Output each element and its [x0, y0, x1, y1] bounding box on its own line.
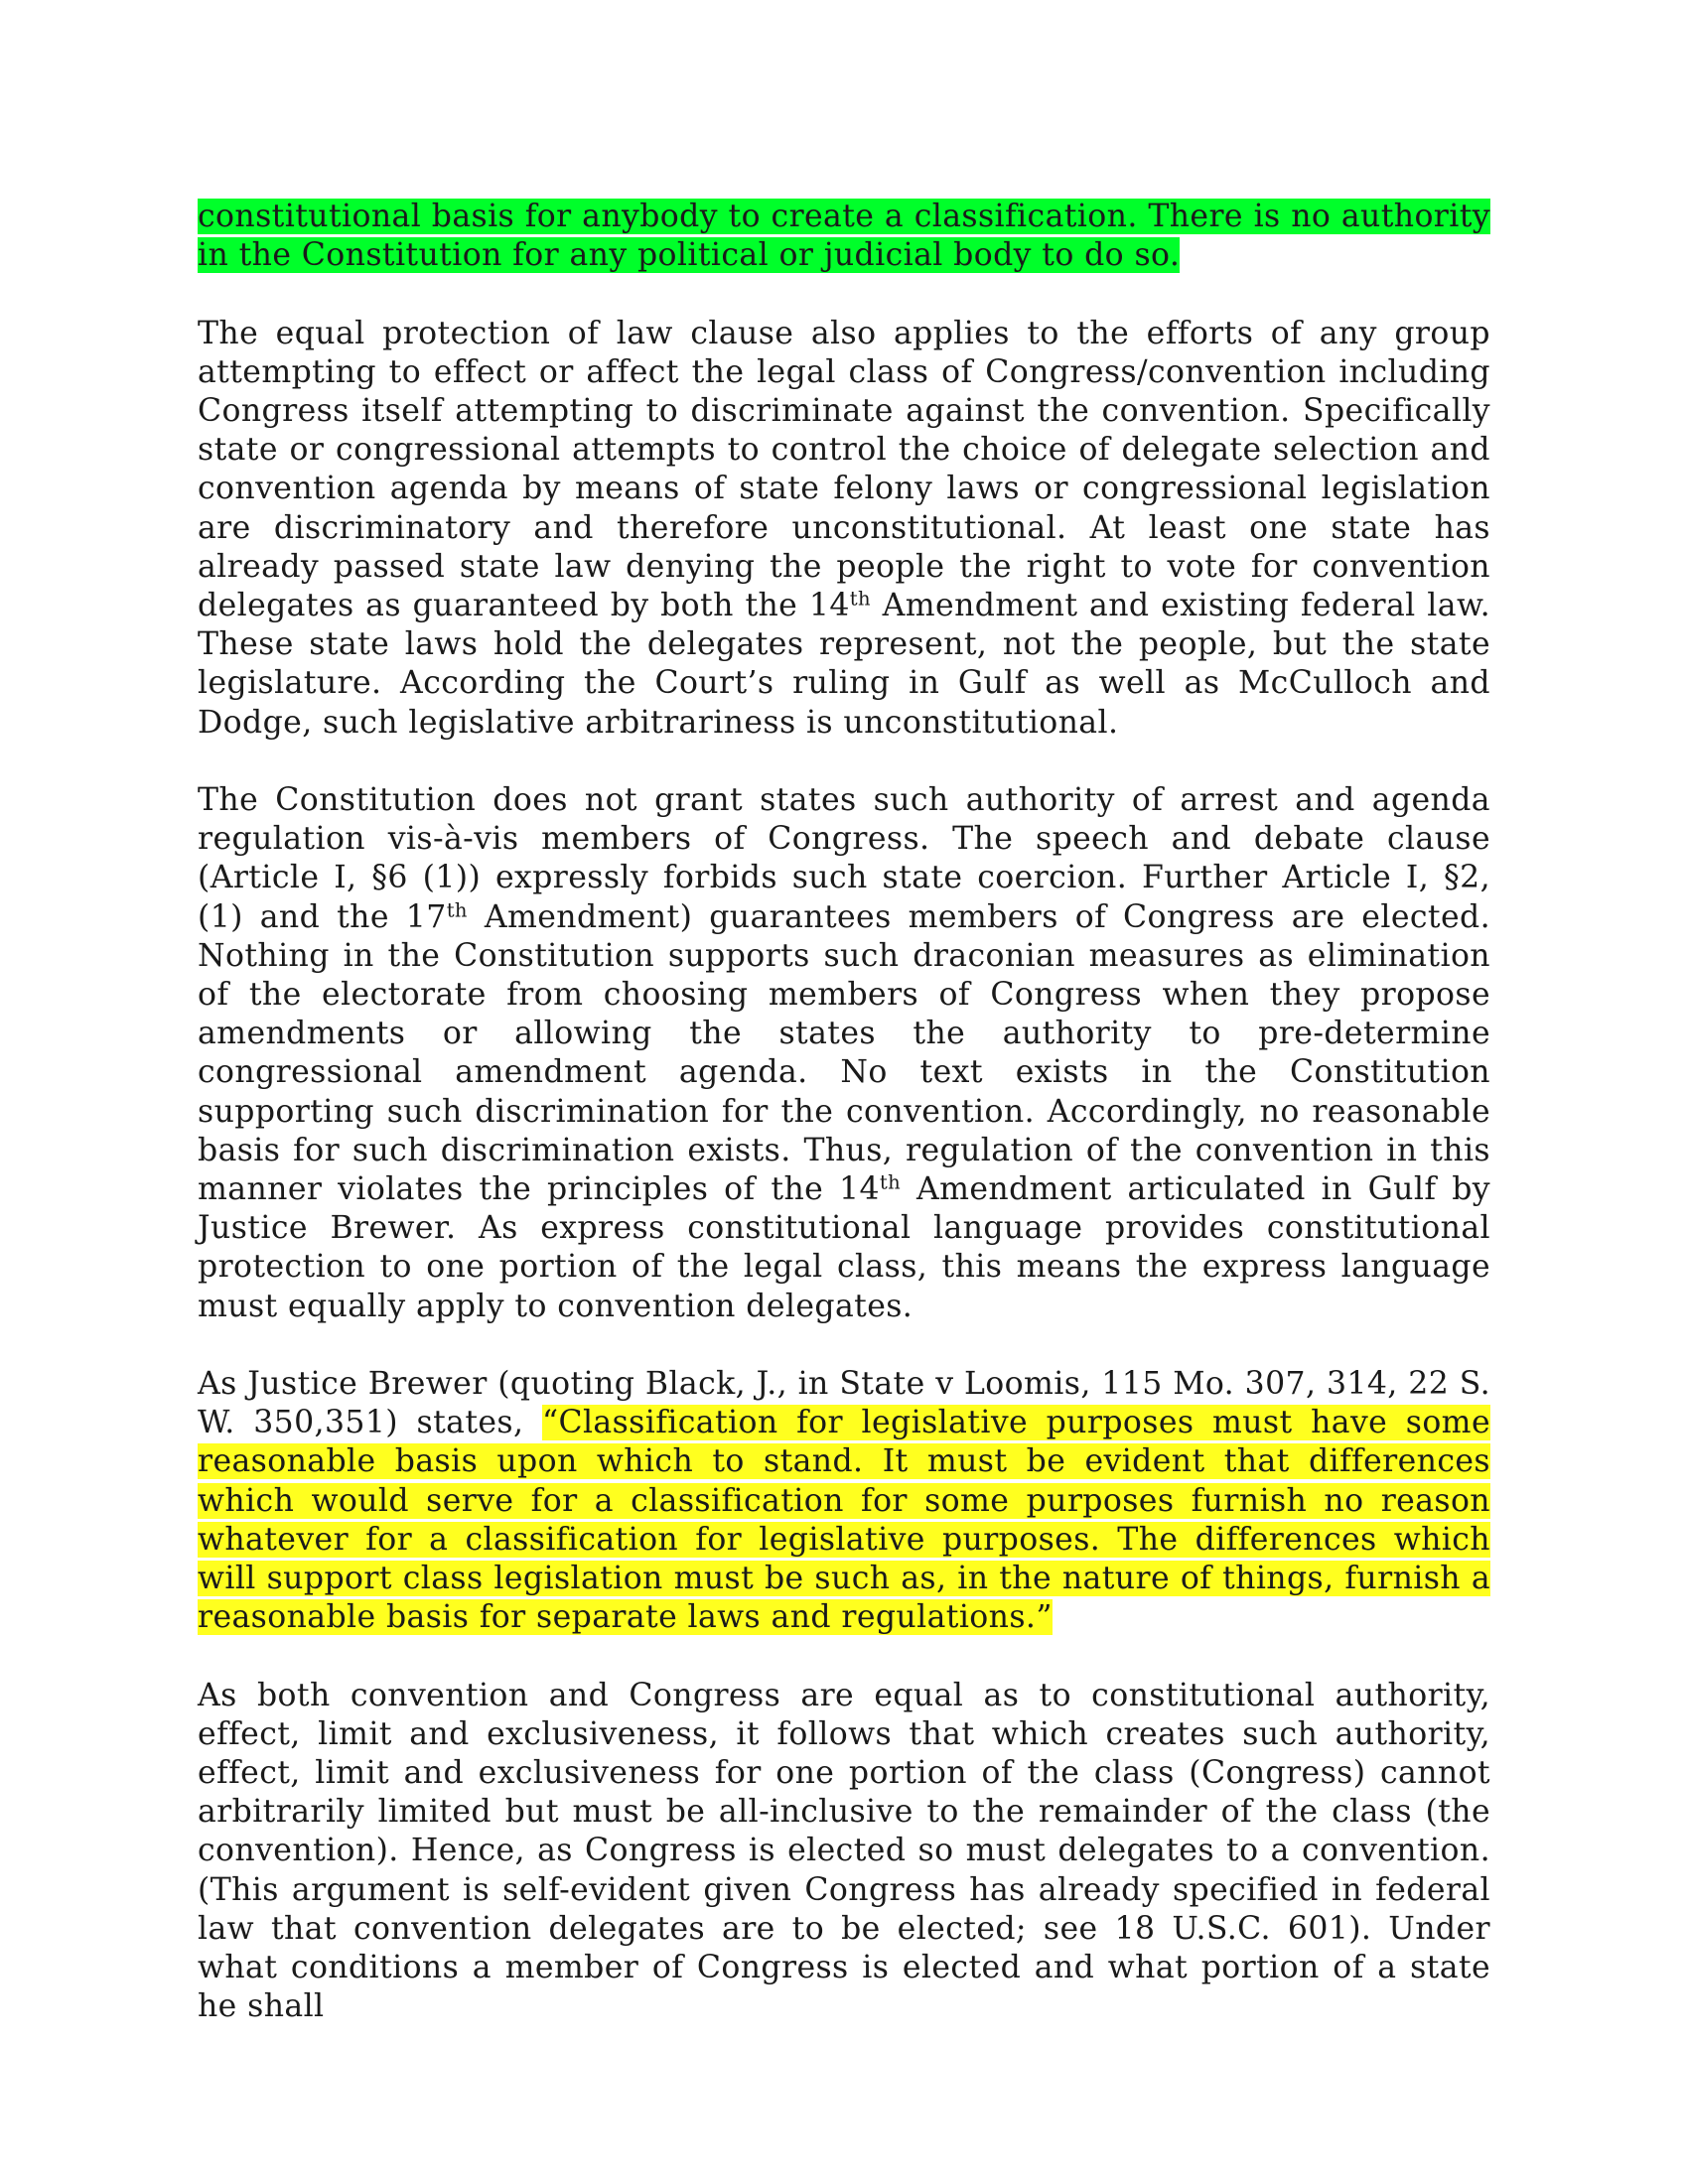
green-highlighted-text: constitutional basis for anybody to create a classification. There is no authority in the Constitution for any political or judicial body to do so.	[198, 199, 1490, 274]
paragraph-5	[198, 1677, 1490, 2027]
paragraph-2-text-a: The equal protection of law clause also applies to the efforts of any group attempting to effect or affect the legal class of Congress/convention including Congress itself attempting to discriminate against the convention. Specifically state or congressional attempts to control the choice of delegate selection and convention agenda by means of state felony laws or congressional legislation are discriminatory and therefore unconstitutional. At least one state has already passed state law denying the people the right to vote for convention delegates as guaranteed by both the 14	[198, 315, 1490, 624]
superscript: th	[849, 587, 871, 611]
paragraph-3	[198, 781, 1490, 1326]
paragraph-4-text: As Justice Brewer (quoting Black, J., in State v Loomis, 115 Mo. 307, 314, 22 S. W. 350,351) states,	[198, 1366, 1490, 1441]
paragraph-3-text-b: Amendment) guarantees members of Congress are elected. Nothing in the Constitution supports such draconian measures as elimination of the electorate from choosing members of Congress when they propose amendments or allowing the states the authority to pre-determine congressional amendment agenda. No text exists in the Constitution supporting such discrimination for the convention. Accordingly, no reasonable basis for such discrimination exists. Thus, regulation of the convention in this manner violates the principles of the 14	[198, 898, 1490, 1208]
paragraph-5-text: As both convention and Congress are equal as to constitutional authority, effect, limit and exclusiveness, it follows that which creates such authority, effect, limit and exclusiveness for one portion of the class (Congress) cannot arbitrarily limited but must be all-inclusive to the remainder of the class (the convention). Hence, as Congress is elected so must delegates to a convention. (This argument is self-evident given Congress has already specified in federal law that convention delegates are to be elected; see 18 U.S.C. 601). Under what conditions a member of Congress is elected and what portion of a state he shall	[198, 1677, 1490, 2025]
paragraph-2-text-b: Amendment and existing federal law. These state laws hold the delegates represent, not the people, but the state legislature. According the Court’s ruling in Gulf as well as McCulloch and Dodge, such legislative arbitrariness is unconstitutional.	[198, 588, 1490, 741]
paragraph-3-text-a: The Constitution does not grant states such authority of arrest and agenda regulation vis-à-vis members of Congress. The speech and debate clause (Article I, §6 (1)) expressly forbids such state coercion. Further Article I, §2, (1) and the 17	[198, 782, 1490, 935]
paragraph-1	[198, 198, 1490, 275]
yellow-highlighted-quote: “Classification for legislative purposes must have some reasonable basis upon which to stand. It must be evident that differences which would serve for a classification for some purposes furnish no reason whatever for a classification for legislative purposes. The differences which will support class legislation must be such as, in the nature of things, furnish a reasonable basis for separate laws and regulations.”	[198, 1405, 1490, 1636]
paragraph-2	[198, 315, 1490, 743]
superscript: th	[879, 1170, 902, 1194]
document-page	[198, 198, 1490, 2066]
paragraph-3-text-c: Amendment articulated in Gulf by Justice Brewer. As express constitutional language provides constitutional protection to one portion of the legal class, this means the express language must equally apply to convention delegates.	[198, 1171, 1490, 1324]
superscript: th	[446, 897, 468, 921]
paragraph-4	[198, 1365, 1490, 1637]
